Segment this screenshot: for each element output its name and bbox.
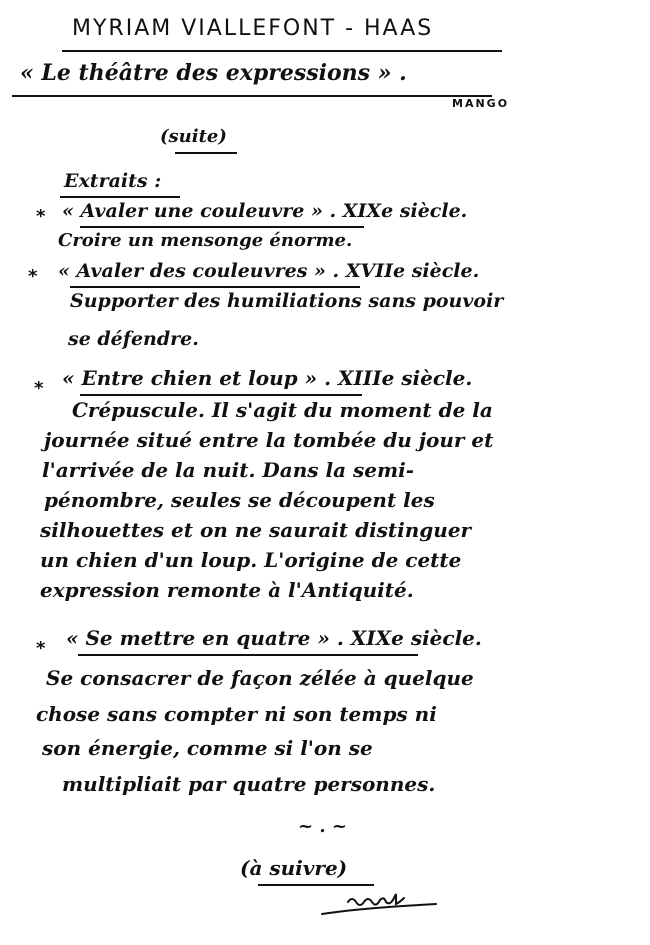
entry-3-line-7: expression remonte à l'Antiquité.: [40, 578, 414, 602]
entry-3-line-6: un chien d'un loup. L'origine de cette: [40, 548, 462, 572]
entry-2-underline: [70, 286, 360, 288]
bullet-1: *: [36, 206, 46, 227]
entry-4-expression: « Se mettre en quatre » . XIXe siècle.: [66, 626, 482, 650]
author-underline: [62, 50, 502, 52]
entry-3-underline: [80, 394, 362, 396]
suite-underline: [175, 152, 237, 154]
entry-3-line-1: Crépuscule. Il s'agit du moment de la: [72, 398, 493, 422]
a-suivre-underline: [258, 884, 374, 886]
entry-1-expression: « Avaler une couleuvre » . XIXe siècle.: [62, 200, 468, 222]
a-suivre-label: (à suivre): [240, 856, 348, 880]
bullet-4: *: [36, 638, 46, 659]
suite-label: (suite): [160, 126, 227, 147]
author-name: MYRIAM VIALLEFONT - HAAS: [72, 16, 434, 41]
entry-2-expression: « Avaler des couleuvres » . XVIIe siècle.: [58, 260, 480, 282]
entry-3-expression: « Entre chien et loup » . XIIIe siècle.: [62, 366, 473, 390]
entry-4-line-4: multipliait par quatre personnes.: [62, 772, 436, 796]
publisher-name: MANGO: [452, 97, 510, 110]
book-title: « Le théâtre des expressions » .: [20, 60, 407, 86]
entry-4-line-2: chose sans compter ni son temps ni: [36, 702, 437, 726]
signature-icon: [320, 892, 440, 922]
title-underline: [12, 95, 492, 97]
entry-4-underline: [78, 654, 418, 656]
entry-3-line-4: pénombre, seules se découpent les: [44, 488, 435, 512]
bullet-3: *: [34, 378, 44, 399]
separator: ~ . ~: [298, 816, 347, 837]
extraits-underline: [60, 196, 180, 198]
entry-4-line-1: Se consacrer de façon zélée à quelque: [46, 666, 474, 690]
entry-3-line-2: journée situé entre la tombée du jour et: [44, 428, 494, 452]
entry-2-line-2: se défendre.: [68, 328, 199, 350]
entry-3-line-5: silhouettes et on ne saurait distinguer: [40, 518, 472, 542]
entry-1-line-1: Croire un mensonge énorme.: [58, 230, 353, 251]
extraits-label: Extraits :: [64, 170, 162, 192]
bullet-2: *: [28, 266, 38, 287]
entry-4-line-3: son énergie, comme si l'on se: [42, 736, 373, 760]
entry-2-line-1: Supporter des humiliations sans pouvoir: [70, 290, 504, 312]
entry-3-line-3: l'arrivée de la nuit. Dans la semi-: [42, 458, 415, 482]
entry-1-underline: [80, 226, 364, 228]
